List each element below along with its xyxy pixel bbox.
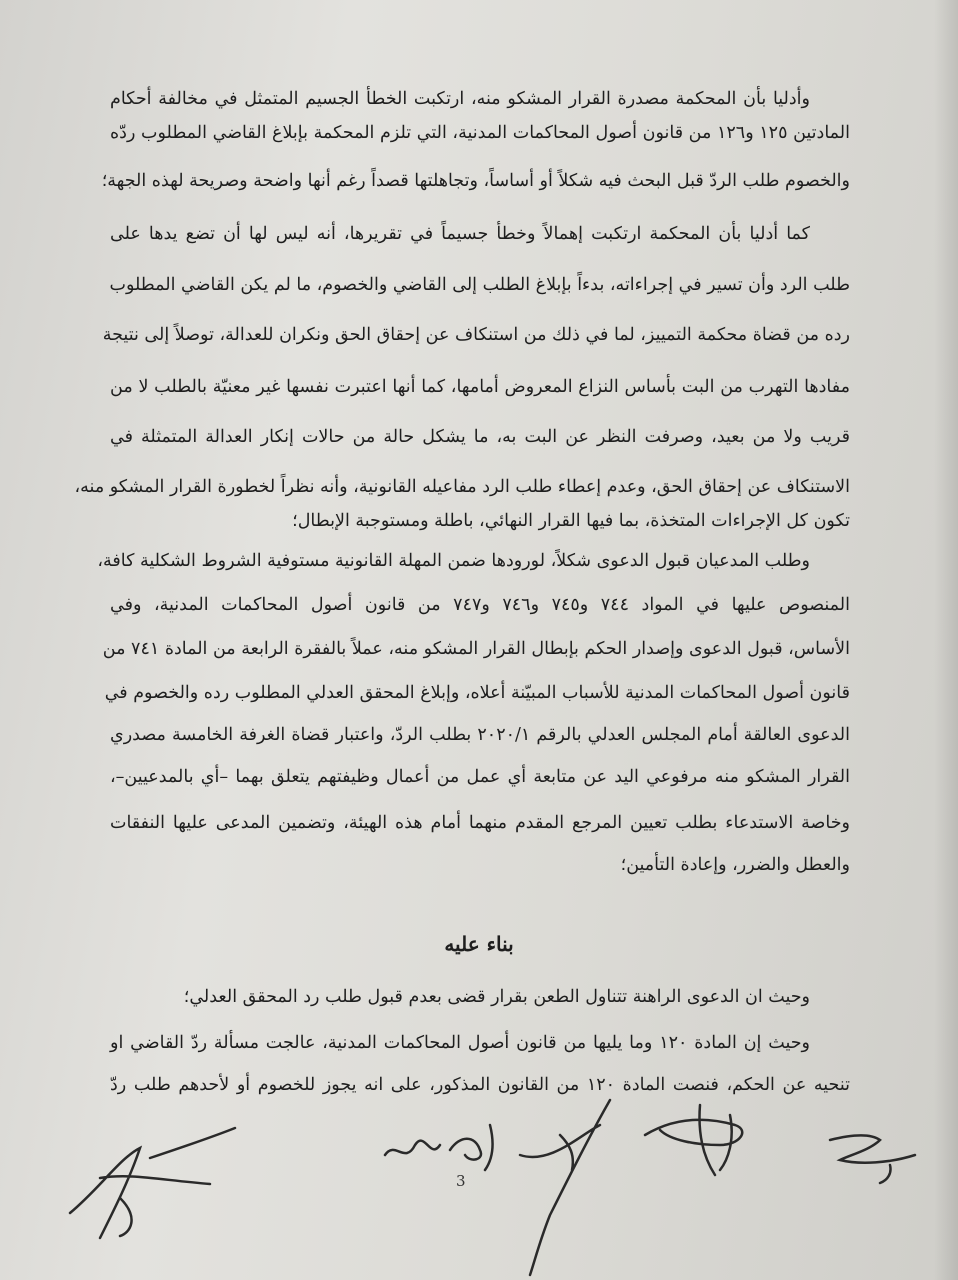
- text-line: قانون أصول المحاكمات المدنية للأسباب المبيّنة أعلاه، وإبلاغ المحقق العدلي المطلوب رده والخصوم في: [104, 683, 850, 703]
- text-line: تكون كل الإجراءات المتخذة، بما فيها القرار النهائي، باطلة ومستوجبة الإبطال؛: [292, 511, 850, 531]
- signature-1: [60, 1118, 280, 1248]
- text-line: الأساس، قبول الدعوى وإصدار الحكم بإبطال القرار المشكو منه، عملاً بالفقرة الرابعة من المادة ٧٤١ من: [102, 639, 850, 659]
- text-line: قريب ولا من بعيد، وصرفت النظر عن البت به، ما يشكل حالة من حالات إنكار العدالة المتمثلة في: [110, 427, 850, 447]
- text-line: وحيث إن المادة ١٢٠ وما يليها من قانون أصول المحاكمات المدنية، عالجت مسألة ردّ القاضي او: [110, 1033, 810, 1053]
- text-line: وحيث ان الدعوى الراهنة تتناول الطعن بقرار قضى بعدم قبول طلب رد المحقق العدلي؛: [183, 987, 810, 1007]
- page-edge-shadow: [934, 0, 958, 1280]
- text-line: القرار المشكو منه مرفوعي اليد عن متابعة أي عمل من أعمال وظيفتهم يتعلق بهما –أي بالمدعيين–،: [110, 767, 850, 787]
- text-line: والخصوم طلب الردّ قبل البحث فيه شكلاً أو أساساً، وتجاهلتها قصداً رغم أنها واضحة وصريحة لهذه الجهة؛: [101, 171, 850, 191]
- signature-4: [640, 1100, 760, 1180]
- text-line: مفادها التهرب من البت بأساس النزاع المعروض أمامها، كما أنها اعتبرت نفسها غير معنيّة بالطلب لا من: [110, 377, 850, 397]
- text-line: رده من قضاة محكمة التمييز، لما في ذلك من استنكاف عن إحقاق الحق ونكران للعدالة، توصلاً إلى نتيجة: [102, 325, 850, 345]
- text-line: كما أدليا بأن المحكمة ارتكبت إهمالاً وخطأ جسيماً في تقريرها، أنه ليس لها أن تضع يدها على: [110, 224, 810, 244]
- section-heading: بناء عليه: [444, 932, 514, 956]
- text-line: المادتين ١٢٥ و١٢٦ من قانون أصول المحاكمات المدنية، التي تلزم المحكمة بإبلاغ القاضي المطلوب ردّه: [110, 123, 850, 143]
- text-line: المنصوص عليها في المواد ٧٤٤ و٧٤٥ و٧٤٦ و٧٤٧ من قانون أصول المحاكمات المدنية، وفي: [110, 595, 850, 615]
- signature-5: [820, 1125, 940, 1185]
- page-number: 3: [456, 1172, 466, 1190]
- text-line: وخاصة الاستدعاء بطلب تعيين المرجع المقدم منهما أمام هذه الهيئة، وتضمين المدعى عليها النفقات: [110, 813, 850, 833]
- text-line: طلب الرد وأن تسير في إجراءاته، بدءاً بإبلاغ الطلب إلى القاضي والخصوم، ما لم يكن القاضي المطلوب: [109, 275, 850, 295]
- text-line: الاستنكاف عن إحقاق الحق، وعدم إعطاء طلب الرد مفاعيله القانونية، وأنه نظراً لخطورة القرار المشكو منه،: [74, 477, 850, 497]
- text-line: تنحيه عن الحكم، فنصت المادة ١٢٠ من القانون المذكور، على انه يجوز للخصوم أو لأحدهم طلب ردّ: [110, 1075, 851, 1095]
- text-line: الدعوى العالقة أمام المجلس العدلي بالرقم ٢٠٢٠/١ بطلب الردّ، واعتبار قضاة الغرفة الخامسة مصدري: [110, 725, 850, 745]
- signature-3: [500, 1095, 630, 1280]
- text-line: وأدليا بأن المحكمة مصدرة القرار المشكو منه، ارتكبت الخطأ الجسيم المتمثل في مخالفة أحكام: [110, 89, 810, 109]
- text-line: والعطل والضرر، وإعادة التأمين؛: [620, 855, 850, 875]
- text-line: وطلب المدعيان قبول الدعوى شكلاً، لورودها ضمن المهلة القانونية مستوفية الشروط الشكلية كافة،: [97, 551, 810, 571]
